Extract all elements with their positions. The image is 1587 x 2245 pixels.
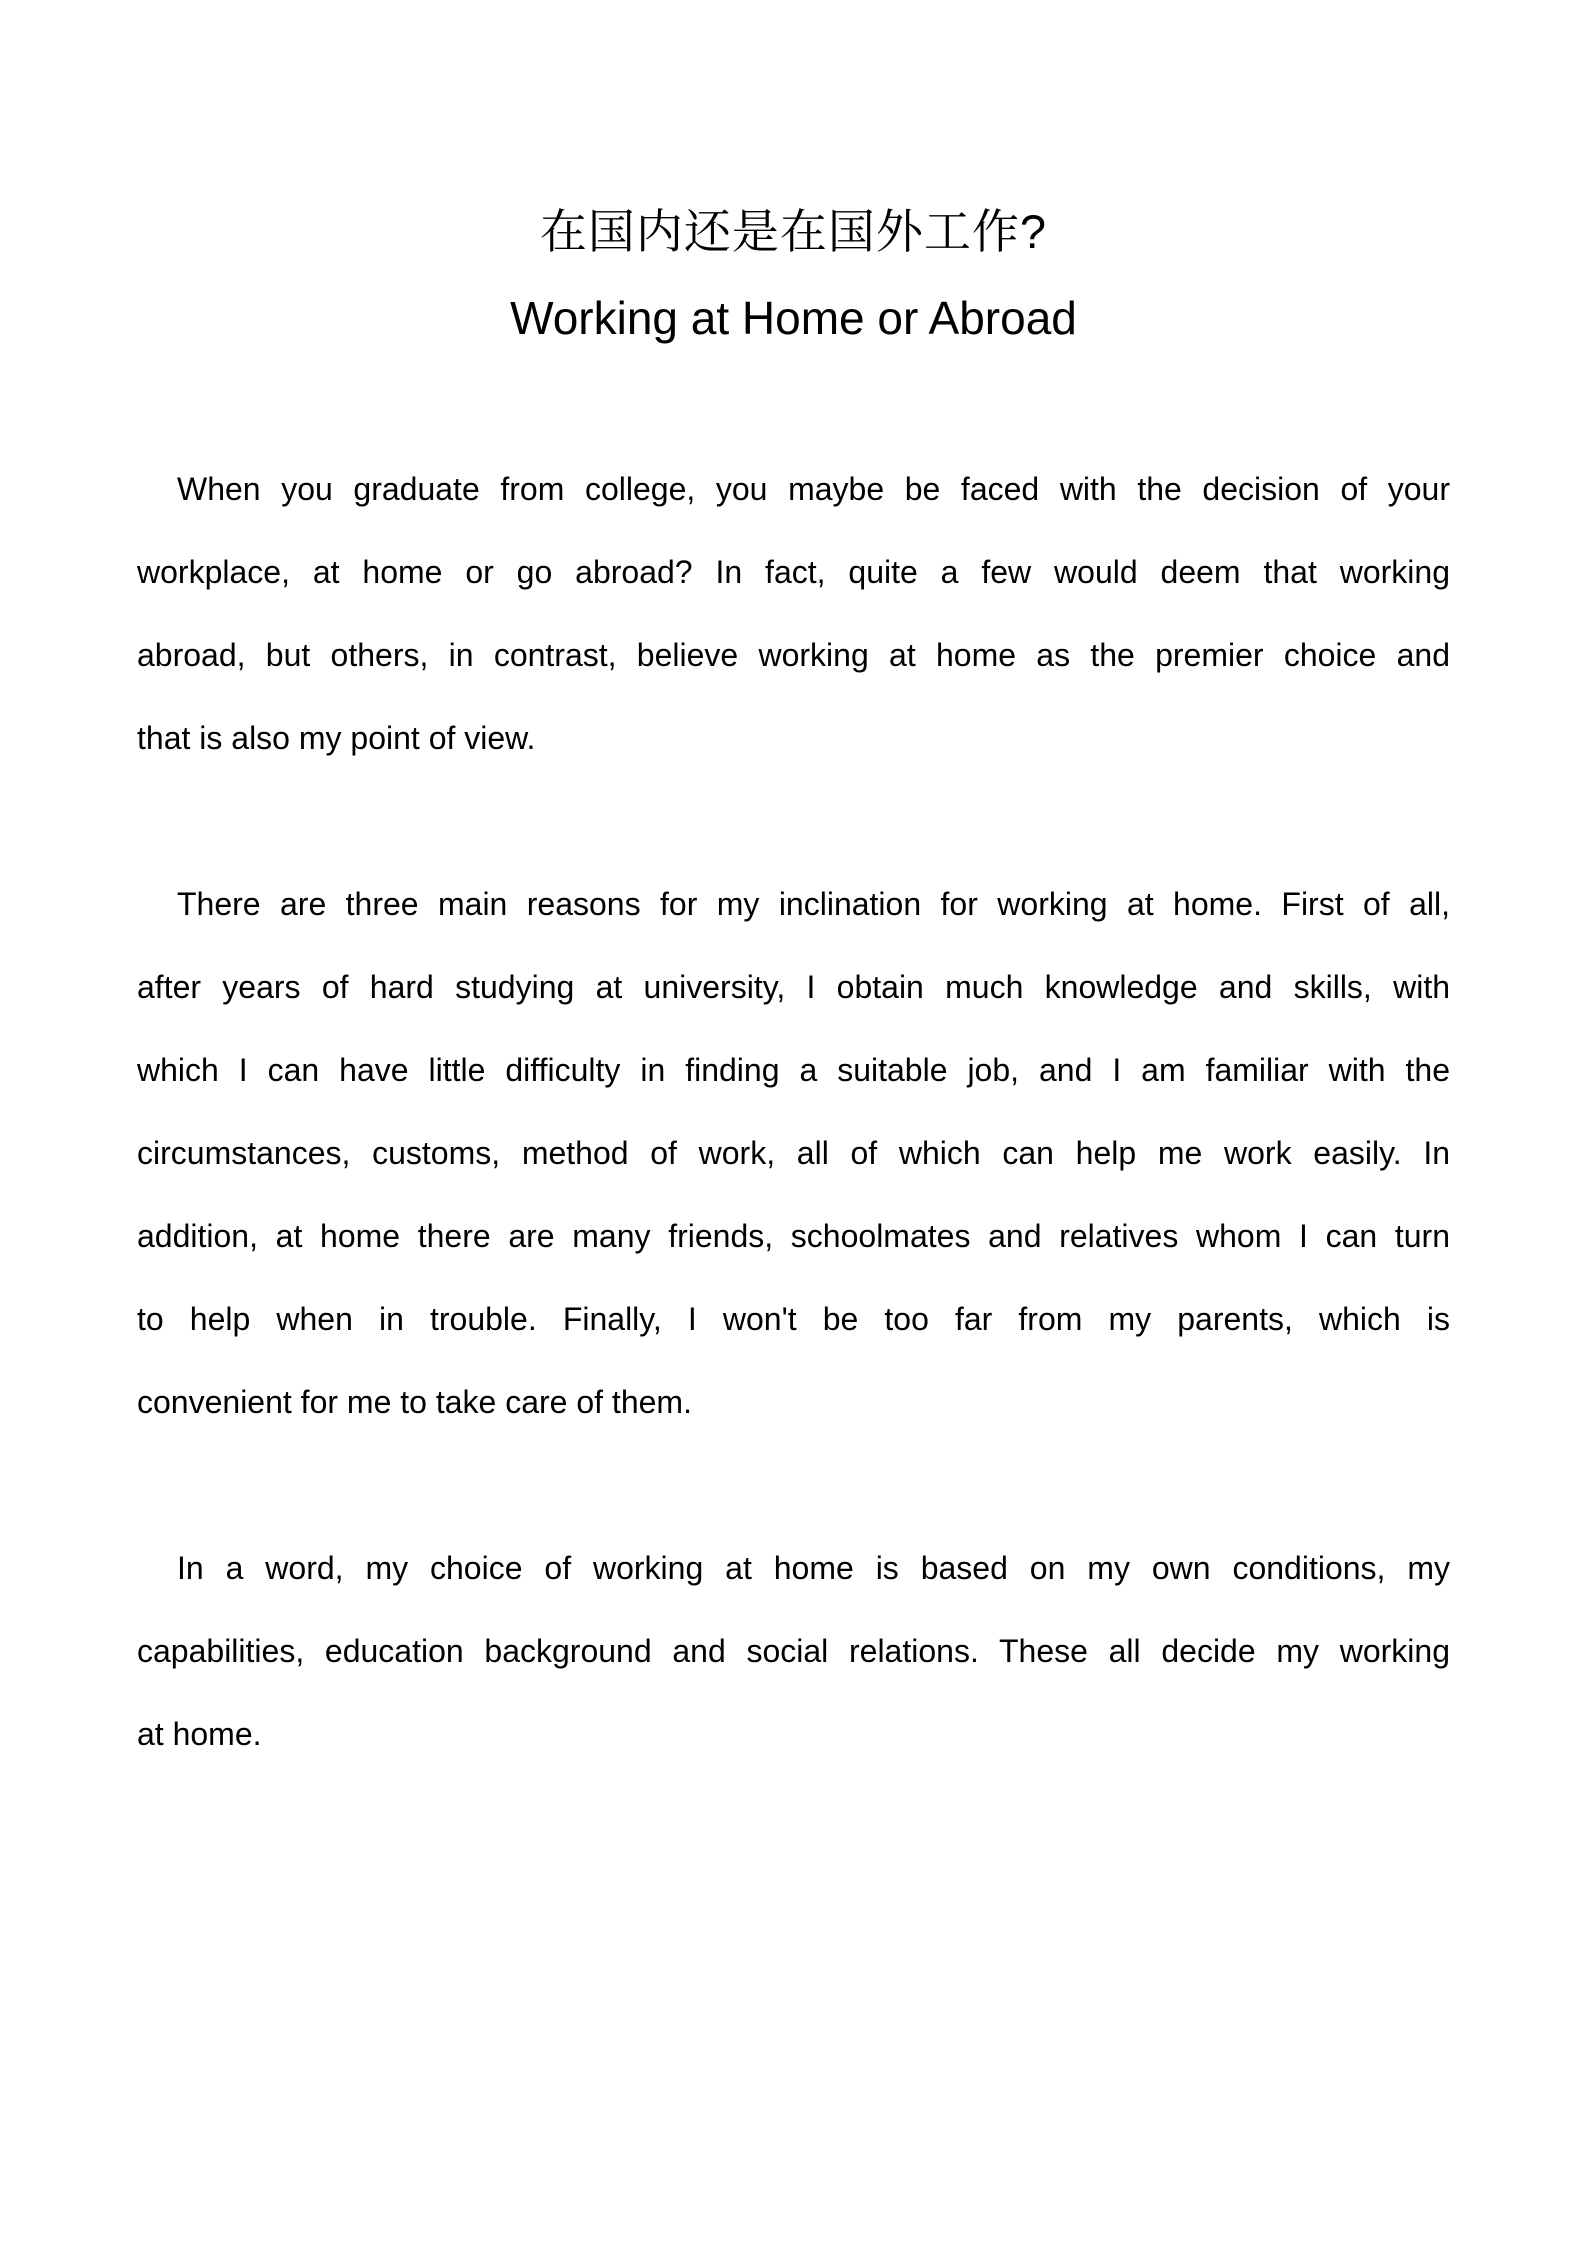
text-line: to help when in trouble. Finally, I won't be too far from my parents, which is [137,1301,1450,1337]
text-line: There are three main reasons for my inclination for working at home. First of all, [177,886,1450,922]
text-line: capabilities, education background and social relations. These all decide my working [137,1633,1450,1669]
essay-title-chinese: 在国内还是在国外工作? [539,205,1048,258]
text-line: circumstances, customs, method of work, all of which can help me work easily. In [137,1135,1450,1171]
text-line: at home. [137,1716,262,1752]
text-line: which I can have little difficulty in finding a suitable job, and I am familiar with the [137,1052,1450,1088]
text-line: workplace, at home or go abroad? In fact, quite a few would deem that working [137,554,1450,590]
paragraph [137,863,1450,1444]
text-line: after years of hard studying at university, I obtain much knowledge and skills, with [137,969,1450,1005]
essay-body [137,448,1450,1776]
text-line: When you graduate from college, you maybe be faced with the decision of your [177,471,1450,507]
paragraph [137,448,1450,780]
text-line: In a word, my choice of working at home is based on my own conditions, my [177,1550,1450,1586]
text-line: that is also my point of view. [137,720,536,756]
text-line: convenient for me to take care of them. [137,1384,692,1420]
essay-title-english: Working at Home or Abroad [510,292,1077,344]
text-line: abroad, but others, in contrast, believe working at home as the premier choice and [137,637,1450,673]
paragraph [137,1527,1450,1776]
text-line: addition, at home there are many friends, schoolmates and relatives whom I can turn [137,1218,1450,1254]
